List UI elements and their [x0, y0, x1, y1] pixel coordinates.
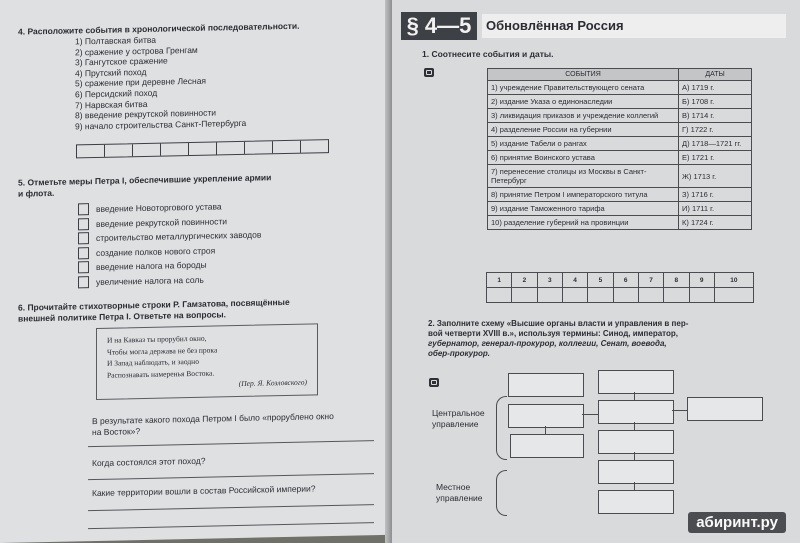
answer-cell[interactable]: [588, 288, 613, 303]
connector: [582, 414, 598, 415]
question-3: Какие территории вошли в состав Российской империи?: [92, 483, 316, 499]
checklist-item[interactable]: увеличение налога на соль: [78, 271, 261, 289]
table-row: 9) издание Таможенного тарифа И) 1711 г.: [488, 202, 752, 216]
task1-title: 1. Соотнесите события и даты.: [422, 49, 554, 59]
poem-line: И Запад наблюдать, и заодно: [107, 356, 199, 368]
local-bracket: [496, 470, 507, 516]
table-row: 8) принятие Петром I императорского титула З) 1716 г.: [488, 188, 752, 202]
section-title: Обновлённая Россия: [482, 14, 786, 38]
checklist-item[interactable]: введение налога на бороды: [78, 257, 261, 275]
checkbox[interactable]: [78, 203, 89, 215]
answer-cell[interactable]: [562, 288, 587, 303]
column-header: СОБЫТИЯ: [488, 69, 679, 81]
table-row: 1) учреждение Правительствующего сената А) 1719 г.: [488, 81, 752, 95]
table-row: 7) перенесение столицы из Москвы в Санкт-Петербург Ж) 1713 г.: [488, 165, 752, 188]
poem-line: Чтобы могла держава не без прока: [107, 344, 218, 357]
poem-line: Распознавать намеренья Востока.: [107, 368, 215, 380]
table-row: 3) ликвидация приказов и учреждение коллегий В) 1714 г.: [488, 109, 752, 123]
answer-cell[interactable]: [512, 288, 537, 303]
list-item: 1) Полтавская битва: [75, 34, 156, 47]
left-page: [0, 0, 392, 543]
label-central-line2: управление: [432, 419, 479, 429]
task2-title-line3: губернатор, генерал-прокурор, коллегии, Сенат, воевода,: [428, 339, 667, 348]
answer-grid-header: 1 2 3 4 5 6 7 8 9 10: [487, 273, 754, 288]
task4-title: 4. Расположите события в хронологической последовательности.: [18, 20, 300, 37]
label-local-line1: Местное: [436, 482, 471, 492]
answer-cell[interactable]: [664, 288, 689, 303]
question-2: Когда состоялся этот поход?: [92, 455, 206, 469]
task4-list: [75, 33, 246, 132]
task5-title-line1: 5. Отметьте меры Петра I, обеспечившие укрепление армии: [18, 172, 272, 188]
checkbox[interactable]: [78, 218, 89, 230]
section-number: § 4—5: [401, 12, 477, 40]
central-bracket: [496, 396, 507, 460]
scheme-box[interactable]: [687, 397, 763, 421]
list-item: 5) сражение при деревне Лесная: [75, 76, 207, 89]
table-row: 10) разделение губерний на провинции К) 1724 г.: [488, 216, 752, 230]
poem-box: [96, 323, 318, 400]
answer-line[interactable]: [88, 473, 374, 480]
list-item: 4) Прутский поход: [75, 66, 147, 79]
answer-cell[interactable]: [689, 288, 714, 303]
list-item: 6) Персидский поход: [75, 87, 158, 100]
task4-answer-strip[interactable]: [76, 139, 329, 158]
task5-title-line2: и флота.: [18, 187, 55, 199]
list-item: 3) Гангутское сражение: [75, 55, 168, 68]
connector: [545, 426, 546, 434]
checklist-item[interactable]: строительство металлургических заводов: [78, 228, 261, 246]
label-local-line2: управление: [436, 493, 483, 503]
checkbox[interactable]: [78, 276, 89, 288]
task5-checklist: [78, 199, 261, 290]
poem-author: (Пер. Я. Козловского): [238, 377, 307, 388]
watermark-logo: абиринт.ру: [688, 512, 786, 533]
answer-line[interactable]: [88, 440, 374, 447]
task6-title-line1: 6. Прочитайте стихотворные строки Р. Гамзатова, посвящённые: [18, 296, 290, 313]
checklist-item[interactable]: введение Новоторгового устава: [78, 199, 261, 217]
checkbox[interactable]: [78, 232, 89, 244]
task2-title-line2: вой четверти XVIII в.», используя термины: Синод, император,: [428, 329, 678, 338]
scheme-box[interactable]: [508, 404, 584, 428]
answer-grid-cells[interactable]: [487, 288, 754, 303]
list-item: 8) введение рекрутской повинности: [75, 107, 216, 121]
scheme-box[interactable]: [508, 373, 584, 397]
answer-line[interactable]: [88, 504, 374, 511]
answer-line[interactable]: [88, 522, 374, 529]
table-row: 5) издание Табели о рангах Д) 1718—1721 гг.: [488, 137, 752, 151]
task6-title-line2: внешней политике Петра I. Ответьте на вопросы.: [18, 309, 227, 324]
scheme-box[interactable]: [598, 370, 674, 394]
answer-grid[interactable]: [486, 272, 754, 303]
list-item: 2) сражение у острова Гренгам: [75, 44, 198, 58]
checkbox[interactable]: [78, 261, 89, 273]
connector: [672, 410, 687, 411]
checklist-item[interactable]: введение рекрутской повинности: [78, 213, 261, 231]
poem-line: И на Кавказ ты прорубил окно,: [107, 333, 207, 345]
answer-cell[interactable]: [714, 288, 753, 303]
table-row: 6) принятие Воинского устава Е) 1721 г.: [488, 151, 752, 165]
answer-cell[interactable]: [638, 288, 663, 303]
workbook-icon: [424, 68, 434, 77]
table-row: 4) разделение России на губернии Г) 1722 г.: [488, 123, 752, 137]
column-header: ДАТЫ: [679, 69, 752, 81]
scheme-box[interactable]: [598, 490, 674, 514]
connector: [634, 422, 635, 430]
connector: [634, 482, 635, 490]
scheme-box[interactable]: [598, 400, 674, 424]
list-item: 9) начало строительства Санкт-Петербурга: [75, 117, 247, 132]
table-row: 2) издание Указа о единонаследии Б) 1708 г.: [488, 95, 752, 109]
scheme-box[interactable]: [598, 460, 674, 484]
scheme-box[interactable]: [598, 430, 674, 454]
list-item: 7) Нарвская битва: [75, 98, 148, 110]
answer-cell[interactable]: [487, 288, 512, 303]
checkbox[interactable]: [78, 247, 89, 259]
answer-cell[interactable]: [537, 288, 562, 303]
scheme-box[interactable]: [510, 434, 584, 458]
answer-cell[interactable]: [613, 288, 638, 303]
task2-title-line4: обер-прокурор.: [428, 349, 490, 358]
task2-title-line1: 2. Заполните схему «Высшие органы власти и управления в пер-: [428, 319, 689, 328]
question-1: В результате какого похода Петром I было «прорублено окно на Восток»?: [92, 411, 334, 437]
events-dates-table: [487, 68, 752, 230]
workbook-icon: [429, 378, 439, 387]
checklist-item[interactable]: создание полков нового строя: [78, 242, 261, 260]
connector: [634, 452, 635, 460]
label-central-line1: Центральное: [432, 408, 485, 418]
